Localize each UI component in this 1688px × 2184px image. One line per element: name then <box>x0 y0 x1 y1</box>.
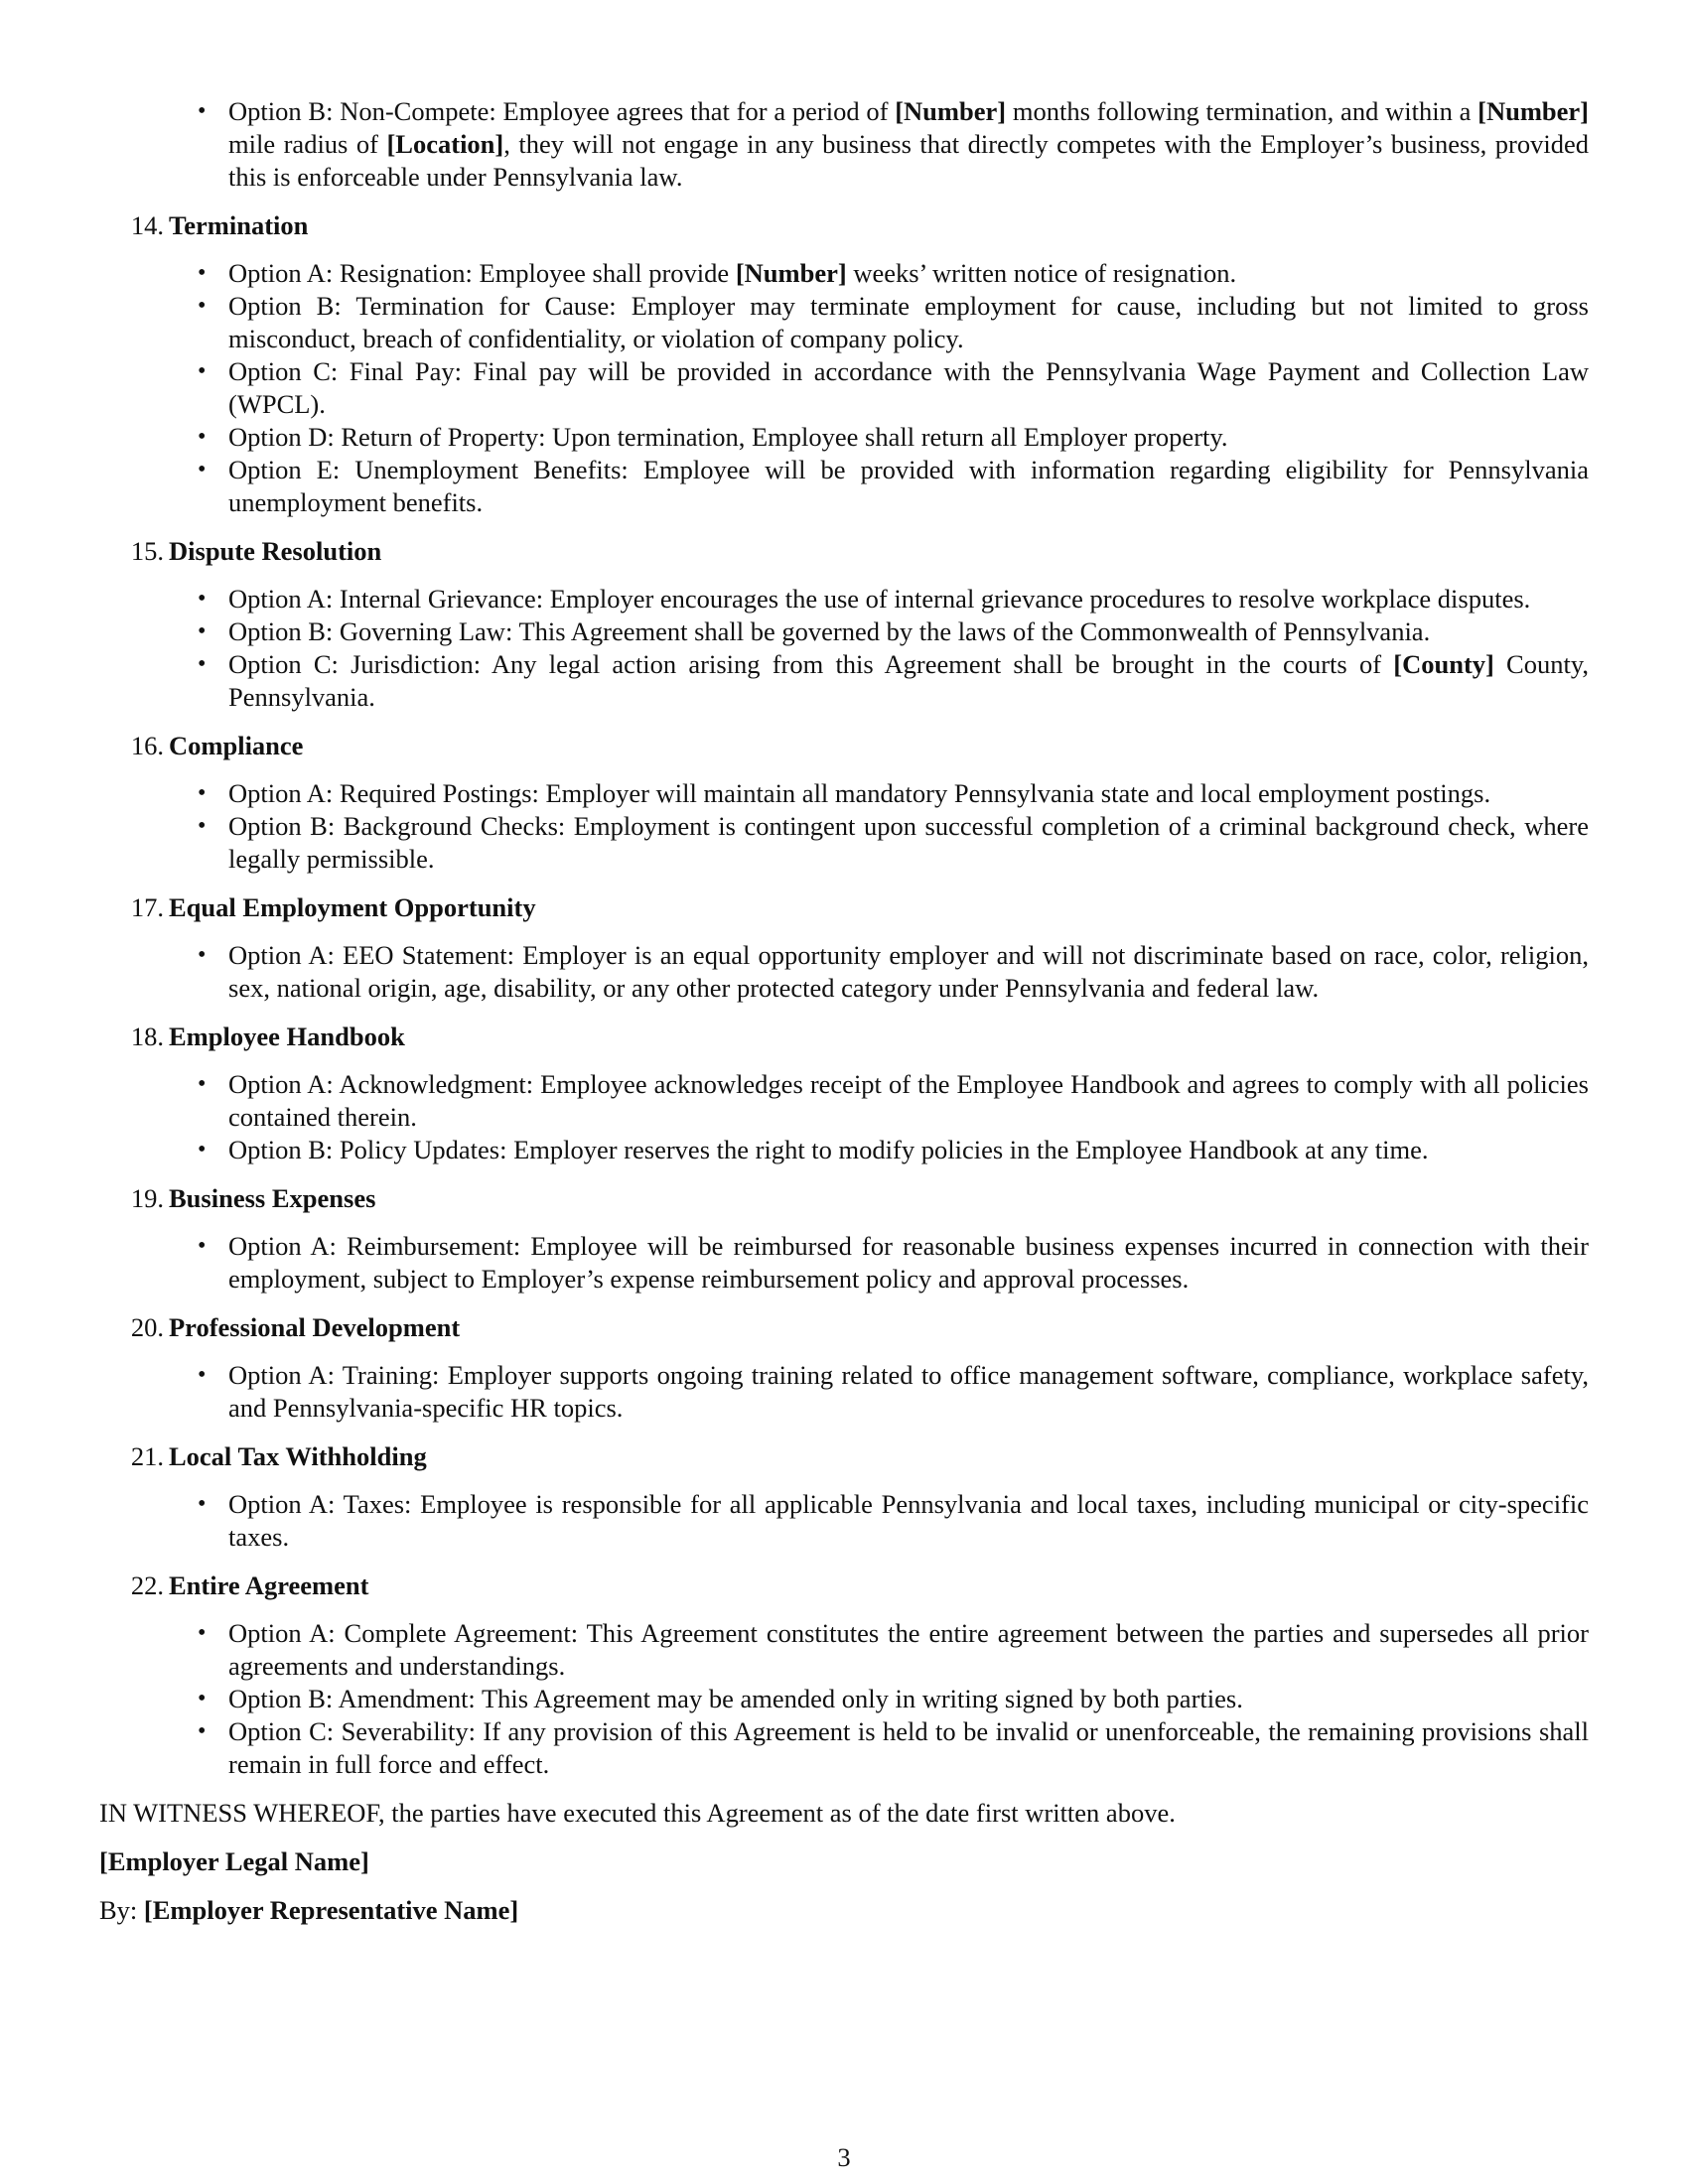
option-c: • Option C: Final Pay: Final pay will be provided in accordance with the Pennsylvania Wage Payment and Collection Law (WPCL). <box>99 355 1589 421</box>
placeholder-location: [Location] <box>386 129 504 159</box>
option-b: • Option B: Policy Updates: Employer reserves the right to modify policies in the Employee Handbook at any time. <box>99 1134 1589 1166</box>
option-a: • Option A: Reimbursement: Employee will be reimbursed for reasonable business expenses incurred in connection with their employment, subject to Employer’s expense reimbursement policy and approval processes. <box>99 1230 1589 1296</box>
section-title: Employee Handbook <box>169 1022 405 1051</box>
section-15 <box>99 535 1589 714</box>
page-number: 3 <box>837 2142 851 2172</box>
section-heading: 21. Local Tax Withholding <box>130 1441 427 1471</box>
section-heading: 16. Compliance <box>130 731 304 760</box>
section-title: Dispute Resolution <box>169 536 382 566</box>
section-heading: 14. Termination <box>130 210 309 240</box>
section-18-options <box>99 1068 1589 1166</box>
section-title: Professional Development <box>169 1312 461 1342</box>
option-a: • Option A: Internal Grievance: Employer encourages the use of internal grievance procedures to resolve workplace disputes. <box>99 583 1589 615</box>
section-title: Local Tax Withholding <box>169 1441 427 1471</box>
section-title: Termination <box>169 210 309 240</box>
section-title: Compliance <box>169 731 304 760</box>
option-a: • Option A: Required Postings: Employer will maintain all mandatory Pennsylvania state and local employment postings. <box>99 777 1589 810</box>
option-d: • Option D: Return of Property: Upon termination, Employee shall return all Employer property. <box>99 421 1589 454</box>
section-22-options <box>99 1617 1589 1781</box>
section-14 <box>99 209 1589 519</box>
section-14-options <box>99 257 1589 519</box>
section-16 <box>99 730 1589 876</box>
placeholder-number: [Number] <box>735 258 847 288</box>
section-15-options <box>99 583 1589 714</box>
section-19-options <box>99 1230 1589 1296</box>
placeholder-number: [Number] <box>895 96 1007 126</box>
witness-clause: IN WITNESS WHEREOF, the parties have executed this Agreement as of the date first written above. <box>99 1798 1176 1828</box>
option-a: • Option A: Acknowledgment: Employee acknowledges receipt of the Employee Handbook and agrees to comply with all policies contained therein. <box>99 1068 1589 1134</box>
document-page <box>99 95 1589 1927</box>
section-title: Entire Agreement <box>169 1570 369 1600</box>
section-18 <box>99 1021 1589 1166</box>
option-a: • Option A: Taxes: Employee is responsible for all applicable Pennsylvania and local taxes, including municipal or city-specific taxes. <box>99 1488 1589 1554</box>
option-c: • Option C: Jurisdiction: Any legal action arising from this Agreement shall be brought in the courts of [County] County, Pennsylvania. <box>99 648 1589 714</box>
section-title: Equal Employment Opportunity <box>169 892 536 922</box>
section-20-options <box>99 1359 1589 1425</box>
section-21 <box>99 1440 1589 1554</box>
option-a: • Option A: Complete Agreement: This Agreement constitutes the entire agreement between the parties and supersedes all prior agreements and understandings. <box>99 1617 1589 1683</box>
by-label: By: <box>99 1895 144 1925</box>
employer-representative-name: [Employer Representative Name] <box>143 1895 519 1925</box>
option-a: • Option A: Training: Employer supports ongoing training related to office management software, compliance, workplace safety, and Pennsylvania-specific HR topics. <box>99 1359 1589 1425</box>
section-heading: 17. Equal Employment Opportunity <box>130 892 536 922</box>
option-b: • Option B: Background Checks: Employment is contingent upon successful completion of a criminal background check, where legally permissible. <box>99 810 1589 876</box>
option-b: • Option B: Governing Law: This Agreement shall be governed by the laws of the Commonwealth of Pennsylvania. <box>99 615 1589 648</box>
section-19 <box>99 1182 1589 1296</box>
section-21-options <box>99 1488 1589 1554</box>
section-heading: 18. Employee Handbook <box>130 1022 405 1051</box>
section-heading: 20. Professional Development <box>130 1312 461 1342</box>
placeholder-county: [County] <box>1393 649 1494 679</box>
option-e: • Option E: Unemployment Benefits: Employee will be provided with information regarding eligibility for Pennsylvania unemployment benefits. <box>99 454 1589 519</box>
option-c: • Option C: Severability: If any provision of this Agreement is held to be invalid or unenforceable, the remaining provisions shall remain in full force and effect. <box>99 1715 1589 1781</box>
employer-legal-name: [Employer Legal Name] <box>99 1846 369 1876</box>
section-20 <box>99 1311 1589 1425</box>
option-a: • Option A: Resignation: Employee shall provide [Number] weeks’ written notice of resignation. <box>99 257 1589 290</box>
section-heading: 15. Dispute Resolution <box>130 536 382 566</box>
section-17-options <box>99 939 1589 1005</box>
option-b: • Option B: Amendment: This Agreement may be amended only in writing signed by both parties. <box>99 1683 1589 1715</box>
section-13-options <box>99 95 1589 194</box>
section-13-option-b: • Option B: Non-Compete: Employee agrees that for a period of [Number] months following termination, and within a [Number] mile radius of [Location], they will not engage in any business that directly competes with the Employer’s business, provided this is enforceable under Pennsylvania law. <box>99 95 1589 194</box>
section-16-options <box>99 777 1589 876</box>
section-title: Business Expenses <box>169 1183 376 1213</box>
section-heading: 22. Entire Agreement <box>130 1570 369 1600</box>
section-22 <box>99 1570 1589 1781</box>
section-17 <box>99 891 1589 1005</box>
option-b: • Option B: Termination for Cause: Employer may terminate employment for cause, including but not limited to gross misconduct, breach of confidentiality, or violation of company policy. <box>99 290 1589 355</box>
section-heading: 19. Business Expenses <box>130 1183 376 1213</box>
signature-line <box>99 1894 1589 1927</box>
placeholder-number: [Number] <box>1477 96 1590 126</box>
option-a: • Option A: EEO Statement: Employer is an equal opportunity employer and will not discriminate based on race, color, religion, sex, national origin, age, disability, or any other protected category under Pennsylvania and federal law. <box>99 939 1589 1005</box>
